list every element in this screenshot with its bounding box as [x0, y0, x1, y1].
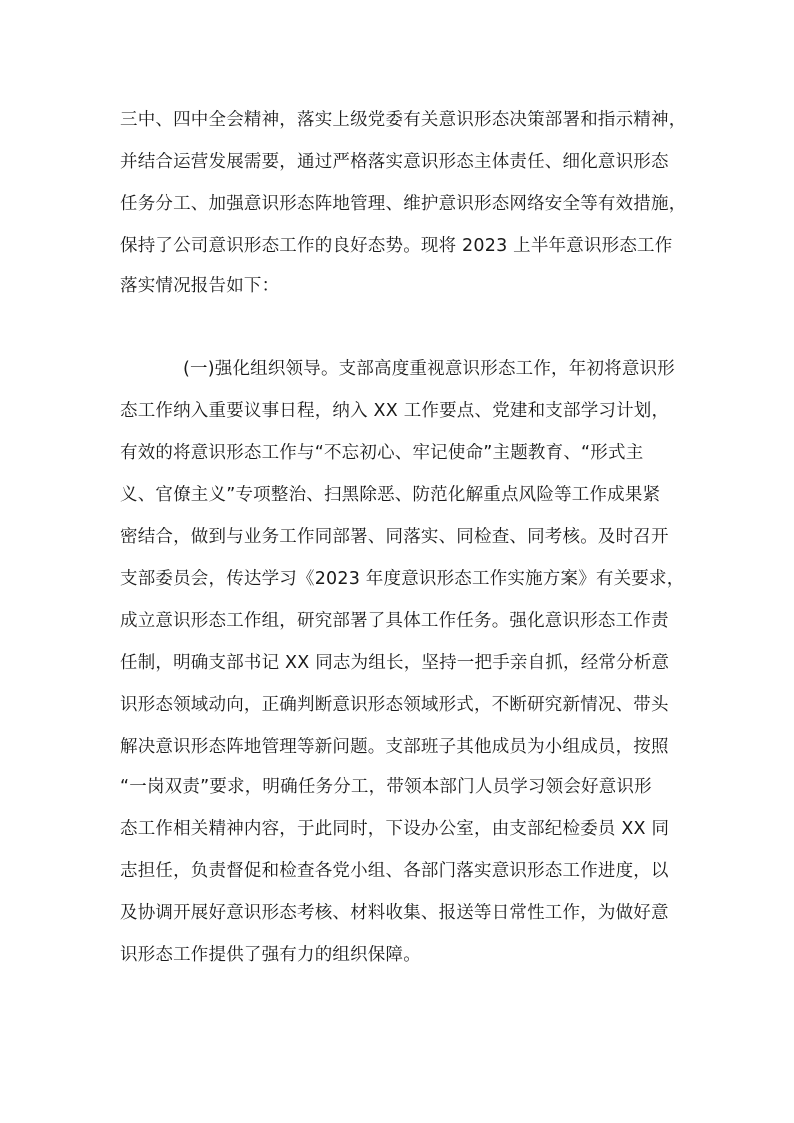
section-line: 义、官僚主义”专项整治、扫黑除恶、防范化解重点风险等工作成果紧: [120, 485, 661, 505]
section-line: 及协调开展好意识形态考核、材料收集、报送等日常性工作，为做好意: [120, 903, 669, 923]
section-line: 识形态工作提供了强有力的组织保障。: [120, 945, 421, 965]
section-line: 支部委员会，传达学习《2023 年度意识形态工作实施方案》有关要求，: [120, 569, 685, 589]
section-line: 识形态领域动向，正确判断意识形态领域形式，不断研究新情况、带头: [120, 695, 669, 715]
intro-line: 三中、四中全会精神，落实上级党委有关意识形态决策部署和指示精神，: [120, 110, 687, 130]
intro-line: 并结合运营发展需要，通过严格落实意识形态主体责任、细化意识形态: [120, 152, 669, 172]
section-line: 志担任，负责督促和检查各党小组、各部门落实意识形态工作进度，以: [120, 861, 669, 881]
section-heading-line: (一)强化组织领导。支部高度重视意识形态工作，年初将意识形: [183, 359, 675, 379]
intro-line: 保持了公司意识形态工作的良好态势。现将 2023 上半年意识形态工作: [120, 236, 673, 256]
section-line: 态工作相关精神内容，于此同时，下设办公室，由支部纪检委员 XX 同: [120, 819, 670, 839]
section-line: 密结合，做到与业务工作同部署、同落实、同检查、同考核。及时召开: [120, 527, 669, 547]
section-line: 解决意识形态阵地管理等新问题。支部班子其他成员为小组成员，按照: [120, 737, 669, 757]
section-line: 态工作纳入重要议事日程，纳入 XX 工作要点、党建和支部学习计划，: [120, 401, 670, 421]
section-line: 成立意识形态工作组，研究部署了具体工作任务。强化意识形态工作责: [120, 611, 669, 631]
section-line: 任制，明确支部书记 XX 同志为组长，坚持一把手亲自抓，经常分析意: [120, 653, 670, 673]
intro-line: 任务分工、加强意识形态阵地管理、维护意识形态网络安全等有效措施，: [120, 194, 687, 214]
section-line: 有效的将意识形态工作与“不忘初心、牢记使命”主题教育、“形式主: [120, 443, 644, 463]
intro-line: 落实情况报告如下：: [120, 276, 280, 296]
section-line: “一岗双责”要求，明确任务分工，带领本部门人员学习领会好意识形: [120, 777, 652, 797]
